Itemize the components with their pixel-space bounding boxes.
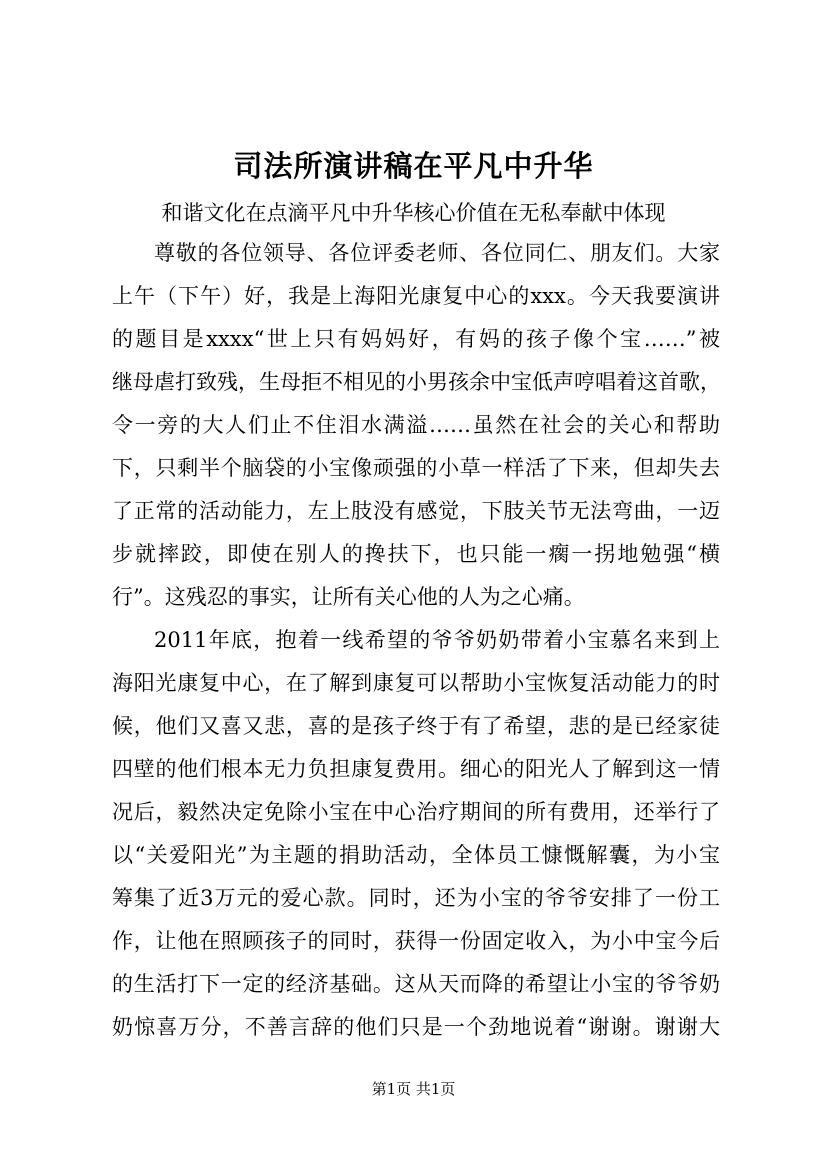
- page-title: 司法所演讲稿在平凡中升华: [233, 149, 594, 183]
- paragraph-1-line-5: 令一旁的大人们止不住泪水满溢……虽然在社会的关心和帮助: [112, 413, 720, 437]
- paragraph-1-line-9: 行”。这残忍的事实，让所有关心他的人为之心痛。: [112, 585, 585, 609]
- paragraph-2-line-9: 的生活打下一定的经济基础。这从天而降的希望让小宝的爷爷奶: [112, 972, 720, 996]
- page-footer: 第1页 共1页: [371, 1080, 456, 1098]
- page-subtitle: 和谐文化在点滴平凡中升华核心价值在无私奉献中体现: [161, 201, 666, 225]
- paragraph-2-line-6: 以“关爱阳光”为主题的捐助活动，全体员工慷慨解囊，为小宝: [112, 843, 720, 867]
- paragraph-2-line-4: 四壁的他们根本无力负担康复费用。细心的阳光人了解到这一情: [112, 757, 720, 781]
- paragraph-2-line-8: 作，让他在照顾孩子的同时，获得一份固定收入，为小中宝今后: [112, 929, 720, 953]
- paragraph-2-line-7: 筹集了近3万元的爱心款。同时，还为小宝的爷爷安排了一份工: [112, 886, 720, 910]
- paragraph-1-line-6: 下，只剩半个脑袋的小宝像顽强的小草一样活了下来，但却失去: [112, 456, 720, 480]
- paragraph-1-line-1: 尊敬的各位领导、各位评委老师、各位同仁、朋友们。大家: [154, 241, 720, 265]
- paragraph-2-line-5: 况后，毅然决定免除小宝在中心治疗期间的所有费用，还举行了: [112, 800, 720, 824]
- paragraph-1-line-7: 了正常的活动能力，左上肢没有感觉，下肢关节无法弯曲，一迈: [112, 499, 720, 523]
- paragraph-1-line-4: 继母虐打致残，生母拒不相见的小男孩余中宝低声哼唱着这首歌，: [112, 370, 721, 394]
- paragraph-2-line-3: 候，他们又喜又悲，喜的是孩子终于有了希望，悲的是已经家徒: [112, 714, 720, 738]
- paragraph-2-line-1: 2011年底，抱着一线希望的爷爷奶奶带着小宝慕名来到上: [154, 628, 720, 652]
- paragraph-1-line-8: 步就摔跤，即使在别人的搀扶下，也只能一瘸一拐地勉强“横: [112, 542, 720, 566]
- paragraph-1-line-2: 上午（下午）好，我是上海阳光康复中心的xxx。今天我要演讲: [112, 284, 720, 308]
- paragraph-1-line-3: 的题目是xxxx“世上只有妈妈好，有妈的孩子像个宝……”被: [112, 327, 720, 351]
- paragraph-2-line-2: 海阳光康复中心，在了解到康复可以帮助小宝恢复活动能力的时: [112, 671, 720, 695]
- paragraph-2-line-10: 奶惊喜万分，不善言辞的他们只是一个劲地说着“谢谢。谢谢大: [112, 1015, 720, 1039]
